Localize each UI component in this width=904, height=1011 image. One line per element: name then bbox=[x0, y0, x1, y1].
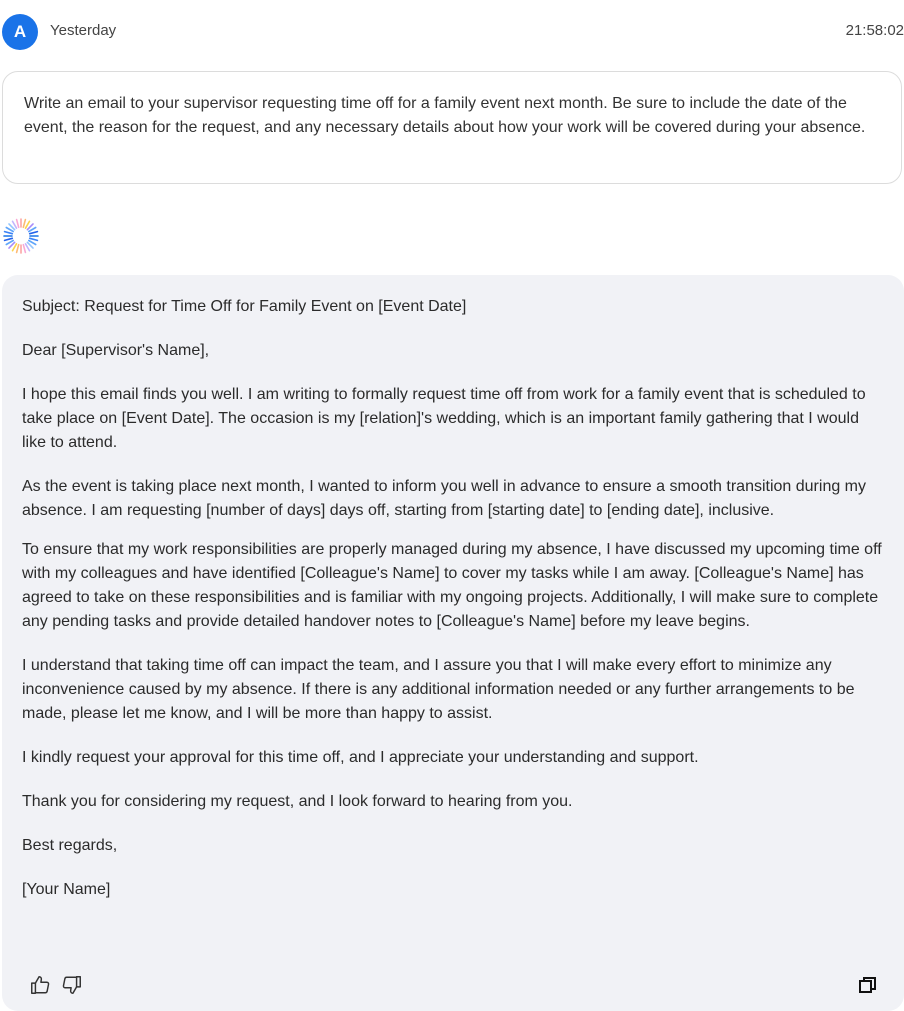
message-time: 21:58:02 bbox=[845, 22, 904, 39]
message-header bbox=[0, 0, 904, 64]
response-actions bbox=[2, 973, 904, 997]
email-paragraph: Thank you for considering my request, and I look forward to hearing from you. bbox=[22, 793, 573, 810]
thumbs-down-icon[interactable] bbox=[60, 973, 84, 997]
email-paragraph: I understand that taking time off can impact the team, and I assure you that I will make every effort to minimize any inconvenience caused by my absence. If there is any additional information needed or any further arrangements to be made, please let me know, and I will be more than happy to assist. bbox=[22, 657, 855, 722]
email-paragraph: I kindly request your approval for this time off, and I appreciate your understanding and support. bbox=[22, 749, 699, 766]
user-prompt-text: Write an email to your supervisor requesting time off for a family event next month. Be sure to include the date of the event, the reason for the request, and any necessary details about how your work will be covered during your absence. bbox=[24, 95, 866, 136]
spinner-ray bbox=[23, 220, 25, 228]
email-greeting: Dear [Supervisor's Name], bbox=[22, 342, 210, 359]
thumbs-up-icon[interactable] bbox=[28, 973, 52, 997]
email-paragraph: To ensure that my work responsibilities are properly managed during my absence, I have discussed my upcoming time off with my colleagues and have identified [Colleague's Name] to cover my tasks while I am away. [Colleague's Name] has agreed to take on these responsibilities and is familiar with my ongoing projects. Additionally, I will make sure to complete any pending tasks and provide detailed handover notes to [Colleague's Name] before my leave begins. bbox=[22, 541, 882, 630]
spinner-ray bbox=[17, 220, 19, 228]
spinner-ray bbox=[5, 238, 13, 240]
message-date: Yesterday bbox=[50, 22, 117, 39]
avatar bbox=[2, 14, 38, 50]
spinner-ray bbox=[17, 245, 19, 253]
assistant-response-bubble bbox=[2, 275, 904, 1011]
email-paragraph: As the event is taking place next month, I wanted to inform you well in advance to ensure a smooth transition during my absence. I am requesting [number of days] days off, starting from [starting date] to [ending date], inclusive. bbox=[22, 478, 867, 519]
spinner-ray bbox=[5, 232, 13, 234]
copy-icon[interactable] bbox=[856, 973, 880, 997]
email-paragraph: I hope this email finds you well. I am writing to formally request time off from work for a family event that is scheduled to take place on [Event Date]. The occasion is my [relation]'s wedding, which is an important family gathering that I would like to attend. bbox=[22, 386, 866, 451]
spinner-ray bbox=[23, 245, 25, 253]
email-closing: Best regards, bbox=[22, 837, 118, 854]
user-prompt-bubble bbox=[2, 71, 902, 184]
spinner-ray bbox=[30, 232, 38, 234]
avatar-letter: A bbox=[13, 22, 27, 41]
email-signature: [Your Name] bbox=[22, 881, 111, 898]
loading-spinner-icon bbox=[2, 217, 40, 255]
spinner-ray bbox=[30, 238, 38, 240]
email-subject: Subject: Request for Time Off for Family Event on [Event Date] bbox=[22, 298, 467, 315]
